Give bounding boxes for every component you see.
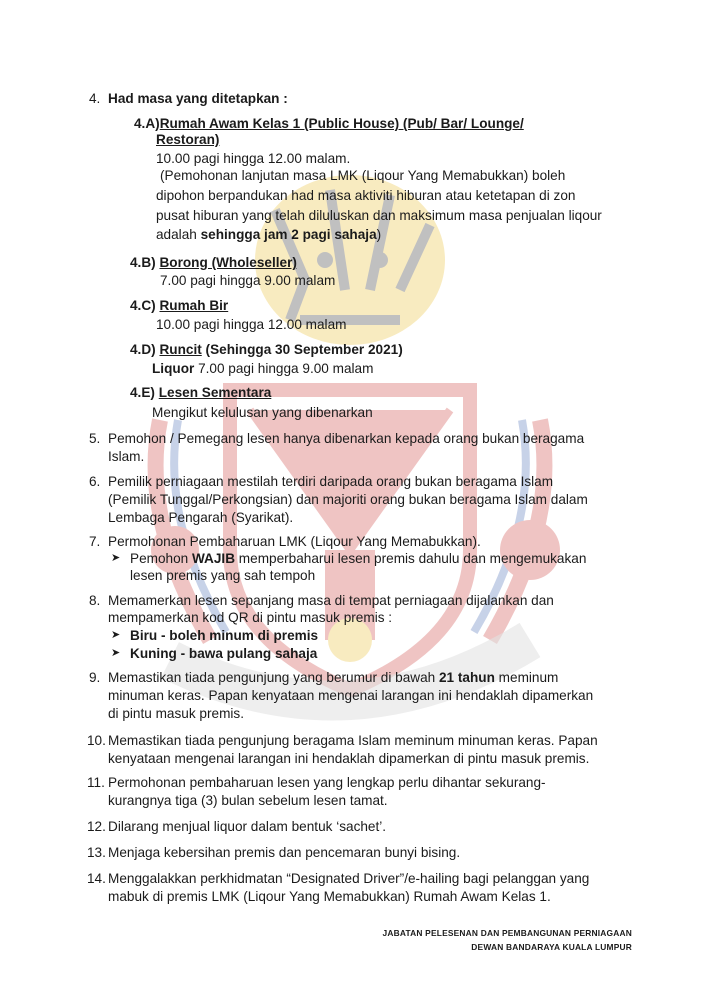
arrow-bullet-icon: ➤	[111, 629, 121, 641]
arrow-bullet-icon: ➤	[111, 552, 121, 564]
subitem-4a-heading	[134, 115, 524, 132]
item-9-line: minuman keras. Papan kenyataan mengenai larangan ini hendaklah dipamerkan	[108, 688, 594, 703]
subitem-4b-hours: 7.00 pagi hingga 9.00 malam	[160, 273, 336, 288]
subitem-label: 4.A)	[134, 116, 160, 131]
item-number: 10.	[87, 733, 106, 748]
item-number: 5.	[89, 431, 101, 446]
item-13-line: Menjaga kebersihan premis dan pencemaran bunyi bising.	[108, 845, 461, 860]
subitem-4e-heading: 4.E) Lesen Sementara	[130, 385, 272, 400]
item-8-bullet: Biru - boleh minum di premis	[130, 628, 319, 643]
item-number: 4.	[89, 91, 101, 106]
item-9-line: di pintu masuk premis.	[108, 706, 244, 721]
item-11-line: Permohonan pembaharuan lesen yang lengkap perlu dihantar sekurang-	[108, 775, 546, 790]
item-14-line: Menggalakkan perkhidmatan “Designated Driver”/e-hailing bagi pelanggan yang	[108, 871, 590, 886]
item-9-line: Memastikan tiada pengunjung yang berumur di bawah 21 tahun meminum	[108, 670, 559, 685]
subitem-4a-heading-text: Rumah Awam Kelas 1 (Public House) (Pub/ Bar/ Lounge/	[159, 116, 524, 131]
item-7-bullet: Pemohon WAJIB memperbaharui lesen premis dahulu dan mengemukakan	[130, 551, 587, 566]
subitem-4a-note-line: pusat hiburan yang telah diluluskan dan maksimum masa penjualan liqour	[156, 208, 602, 223]
subitem-4a-heading-cont: Restoran)	[156, 132, 220, 147]
item-8-line: Memamerkan lesen sepanjang masa di tempat perniagaan dijalankan dan	[108, 593, 554, 608]
item-number: 14.	[87, 871, 106, 886]
subitem-4a-note-line: dipohon berpandukan had masa aktiviti hiburan atau ketetapan di zon	[156, 188, 576, 203]
item-5-line: Islam.	[108, 449, 145, 464]
item-4-title: Had masa yang ditetapkan :	[108, 91, 288, 106]
subitem-4c-heading: 4.C) Rumah Bir	[130, 298, 229, 313]
item-7-bullet-cont: lesen premis yang sah tempoh	[130, 568, 316, 583]
item-12-line: Dilarang menjual liquor dalam bentuk ‘sachet’.	[108, 819, 387, 834]
item-number: 7.	[89, 534, 101, 549]
footer-department: JABATAN PELESENAN DAN PEMBANGUNAN PERNIAGAAN	[382, 928, 632, 938]
subitem-4d-heading: 4.D) Runcit (Sehingga 30 September 2021)	[130, 342, 403, 357]
item-8-line: mempamerkan kod QR di pintu masuk premis :	[108, 610, 393, 625]
item-number: 9.	[89, 670, 101, 685]
item-8-bullet: Kuning - bawa pulang sahaja	[130, 646, 318, 661]
subitem-4c-hours: 10.00 pagi hingga 12.00 malam	[156, 317, 347, 332]
subitem-4a-note-line: (Pemohonan lanjutan masa LMK (Liqour Yang Memabukkan) boleh	[160, 168, 566, 183]
item-14-line: mabuk di premis LMK (Liqour Yang Memabukkan) Rumah Awam Kelas 1.	[108, 889, 551, 904]
item-10-line: Memastikan tiada pengunjung beragama Islam meminum minuman keras. Papan	[108, 733, 598, 748]
item-6-line: (Pemilik Tunggal/Perkongsian) dan majoriti orang bukan beragama Islam dalam	[108, 492, 588, 507]
item-number: 8.	[89, 593, 101, 608]
footer-organization: DEWAN BANDARAYA KUALA LUMPUR	[471, 942, 632, 952]
item-7-line: Permohonan Pembaharuan LMK (Liqour Yang Memabukkan).	[108, 534, 481, 549]
item-number: 13.	[87, 845, 106, 860]
item-6-line: Lembaga Pengarah (Syarikat).	[108, 510, 294, 525]
arrow-bullet-icon: ➤	[111, 647, 121, 659]
item-6-line: Pemilik perniagaan mestilah terdiri daripada orang bukan beragama Islam	[108, 474, 554, 489]
item-11-line: kurangnya tiga (3) bulan sebelum lesen tamat.	[108, 793, 388, 808]
subitem-4a-note-last: adalah sehingga jam 2 pagi sahaja)	[156, 227, 382, 242]
item-5-line: Pemohon / Pemegang lesen hanya dibenarkan kepada orang bukan beragama	[108, 431, 585, 446]
item-number: 12.	[87, 819, 106, 834]
item-number: 6.	[89, 474, 101, 489]
item-10-line: kenyataan mengenai larangan ini hendaklah dipamerkan di pintu masuk premis.	[108, 751, 590, 766]
subitem-4a-hours: 10.00 pagi hingga 12.00 malam.	[156, 151, 351, 166]
subitem-4b-heading: 4.B) Borong (Wholeseller)	[130, 255, 297, 270]
subitem-4e-text: Mengikut kelulusan yang dibenarkan	[152, 405, 373, 420]
subitem-4d-hours: Liquor 7.00 pagi hingga 9.00 malam	[152, 361, 374, 376]
item-number: 11.	[87, 775, 105, 790]
